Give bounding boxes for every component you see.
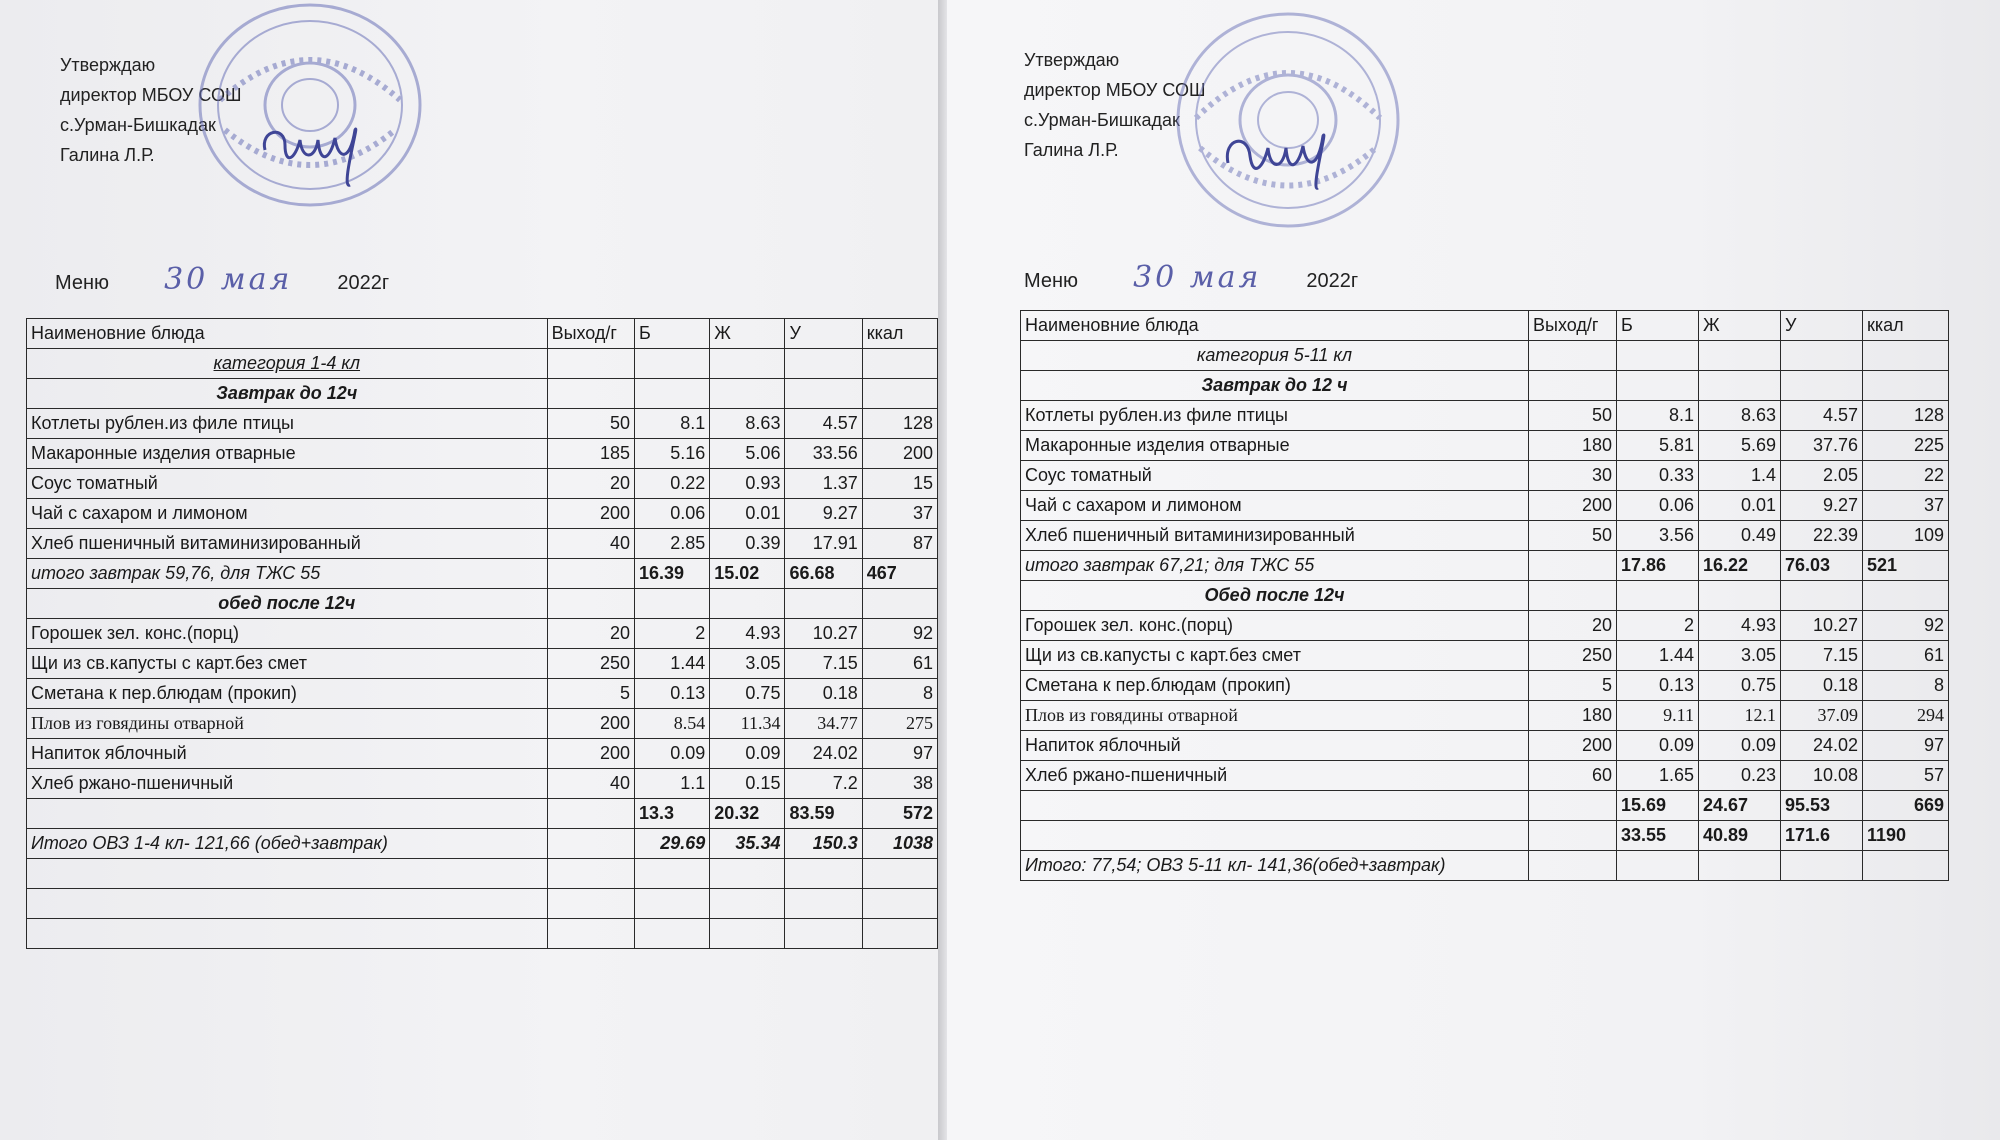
protein-cell: 5.81 [1617, 431, 1699, 461]
carb-cell: 24.02 [785, 739, 862, 769]
total-cell: 83.59 [785, 799, 862, 829]
portion-cell: 250 [1529, 641, 1617, 671]
dish-name: Чай с сахаром и лимоном [27, 499, 548, 529]
total-cell [1529, 791, 1617, 821]
kcal-cell: 294 [1863, 701, 1949, 731]
table-row [1021, 641, 1949, 671]
fat-cell: 11.34 [710, 709, 785, 739]
table-row [27, 529, 938, 559]
table-row [27, 709, 938, 739]
table-row [27, 679, 938, 709]
table-row [1021, 461, 1949, 491]
approval-line: Галина Л.Р. [1024, 140, 1119, 160]
total-cell: 15.02 [710, 559, 785, 589]
carb-cell: 7.15 [1781, 641, 1863, 671]
dish-name: Плов из говядины отварной [27, 709, 548, 739]
protein-cell: 1.1 [635, 769, 710, 799]
category-row [1021, 341, 1949, 371]
lunch-title: Обед после 12ч [1021, 581, 1529, 611]
header-cell: У [1781, 311, 1863, 341]
total-cell: 521 [1863, 551, 1949, 581]
fat-cell: 5.06 [710, 439, 785, 469]
breakfast-total-row [1021, 551, 1949, 581]
portion-cell: 30 [1529, 461, 1617, 491]
fat-cell: 0.49 [1699, 521, 1781, 551]
protein-cell: 8.54 [635, 709, 710, 739]
portion-cell: 5 [1529, 671, 1617, 701]
fat-cell: 0.75 [710, 679, 785, 709]
dish-name: Плов из говядины отварной [1021, 701, 1529, 731]
portion-cell: 60 [1529, 761, 1617, 791]
kcal-cell: 275 [862, 709, 937, 739]
protein-cell: 8.1 [1617, 401, 1699, 431]
total-cell [547, 559, 634, 589]
header-cell: Наименовние блюда [27, 319, 548, 349]
header-cell: Выход/г [547, 319, 634, 349]
portion-cell: 50 [1529, 521, 1617, 551]
fat-cell: 0.09 [1699, 731, 1781, 761]
protein-cell: 1.44 [635, 649, 710, 679]
protein-cell: 5.16 [635, 439, 710, 469]
carb-cell: 7.15 [785, 649, 862, 679]
header-cell: Выход/г [1529, 311, 1617, 341]
total-cell: 17.86 [1617, 551, 1699, 581]
protein-cell: 0.22 [635, 469, 710, 499]
header-cell: Наименовние блюда [1021, 311, 1529, 341]
dish-name: Напиток яблочный [27, 739, 548, 769]
section-row [27, 589, 938, 619]
header-cell: Б [1617, 311, 1699, 341]
carb-cell: 7.2 [785, 769, 862, 799]
carb-cell: 0.18 [785, 679, 862, 709]
total-cell [1529, 821, 1617, 851]
final-note-row [1021, 851, 1949, 881]
handwritten-date: 30 мая [164, 262, 293, 297]
carb-cell: 4.57 [785, 409, 862, 439]
portion-cell: 200 [1529, 491, 1617, 521]
kcal-cell: 128 [1863, 401, 1949, 431]
breakfast-total-row [27, 559, 938, 589]
header-cell: У [785, 319, 862, 349]
approval-line: Утверждаю [60, 55, 156, 75]
category-label: категория 1-4 кл [27, 349, 548, 379]
protein-cell: 3.56 [1617, 521, 1699, 551]
header-cell: Ж [710, 319, 785, 349]
page-fold [938, 0, 947, 1140]
fat-cell: 0.75 [1699, 671, 1781, 701]
table-row [1021, 671, 1949, 701]
fat-cell: 12.1 [1699, 701, 1781, 731]
grand-total-row [27, 829, 938, 859]
dish-name: Хлеб ржано-пшеничный [27, 769, 548, 799]
total-cell: 40.89 [1699, 821, 1781, 851]
kcal-cell: 22 [1863, 461, 1949, 491]
kcal-cell: 61 [1863, 641, 1949, 671]
fat-cell: 4.93 [1699, 611, 1781, 641]
kcal-cell: 97 [1863, 731, 1949, 761]
dish-name: Чай с сахаром и лимоном [1021, 491, 1529, 521]
total-cell: 66.68 [785, 559, 862, 589]
fat-cell: 0.09 [710, 739, 785, 769]
total-cell: 467 [862, 559, 937, 589]
section-row [1021, 371, 1949, 401]
section-row [1021, 581, 1949, 611]
portion-cell: 200 [547, 709, 634, 739]
dish-name: Макаронные изделия отварные [1021, 431, 1529, 461]
approval-line: Галина Л.Р. [60, 145, 155, 165]
carb-cell: 4.57 [1781, 401, 1863, 431]
table-row [27, 439, 938, 469]
section-row [27, 379, 938, 409]
breakfast-title: Завтрак до 12ч [27, 379, 548, 409]
carb-cell: 22.39 [1781, 521, 1863, 551]
carb-cell: 9.27 [785, 499, 862, 529]
kcal-cell: 200 [862, 439, 937, 469]
table-row [27, 649, 938, 679]
table-row [1021, 701, 1949, 731]
category-row [27, 349, 938, 379]
right-menu-table [1020, 310, 1949, 881]
kcal-cell: 8 [1863, 671, 1949, 701]
dish-name: Щи из св.капусты с карт.без смет [27, 649, 548, 679]
protein-cell: 0.13 [1617, 671, 1699, 701]
total-label [1021, 821, 1529, 851]
total-cell: 1038 [862, 829, 937, 859]
menu-year: 2022г [1306, 270, 1359, 292]
dish-name: Сметана к пер.блюдам (прокип) [27, 679, 548, 709]
fat-cell: 1.4 [1699, 461, 1781, 491]
approval-line: с.Урман-Бишкадак [1024, 110, 1180, 130]
carb-cell: 17.91 [785, 529, 862, 559]
approval-line: директор МБОУ СОШ [60, 85, 242, 105]
table-row [1021, 521, 1949, 551]
kcal-cell: 97 [862, 739, 937, 769]
table-row [1021, 401, 1949, 431]
table-row [27, 409, 938, 439]
dish-name: Котлеты рублен.из филе птицы [27, 409, 548, 439]
carb-cell: 10.27 [1781, 611, 1863, 641]
approval-line: директор МБОУ СОШ [1024, 80, 1206, 100]
breakfast-title: Завтрак до 12 ч [1021, 371, 1529, 401]
portion-cell: 20 [1529, 611, 1617, 641]
total-label: итого завтрак 59,76, для ТЖС 55 [27, 559, 548, 589]
protein-cell: 0.06 [1617, 491, 1699, 521]
total-cell: 171.6 [1781, 821, 1863, 851]
lunch-title: обед после 12ч [27, 589, 548, 619]
table-row [27, 739, 938, 769]
portion-cell: 5 [547, 679, 634, 709]
empty-row [27, 859, 938, 889]
category-label: категория 5-11 кл [1021, 341, 1529, 371]
portion-cell: 200 [547, 499, 634, 529]
total-cell: 24.67 [1699, 791, 1781, 821]
fat-cell: 0.39 [710, 529, 785, 559]
dish-name: Соус томатный [27, 469, 548, 499]
total-cell [547, 829, 634, 859]
header-cell: Б [635, 319, 710, 349]
kcal-cell: 38 [862, 769, 937, 799]
table-row [27, 619, 938, 649]
protein-cell: 0.09 [1617, 731, 1699, 761]
protein-cell: 0.13 [635, 679, 710, 709]
total-cell: 1190 [1863, 821, 1949, 851]
dish-name: Соус томатный [1021, 461, 1529, 491]
total-cell [547, 799, 634, 829]
table-row [27, 499, 938, 529]
total-cell: 572 [862, 799, 937, 829]
table-row [1021, 731, 1949, 761]
total-cell [1529, 551, 1617, 581]
fat-cell: 0.93 [710, 469, 785, 499]
protein-cell: 2 [635, 619, 710, 649]
school-seal-stamp [1168, 8, 1408, 238]
protein-cell: 1.65 [1617, 761, 1699, 791]
carb-cell: 10.08 [1781, 761, 1863, 791]
total-cell: 16.39 [635, 559, 710, 589]
kcal-cell: 92 [862, 619, 937, 649]
left-menu-date-line [55, 262, 389, 297]
portion-cell: 40 [547, 769, 634, 799]
fat-cell: 4.93 [710, 619, 785, 649]
grand-total-row [1021, 821, 1949, 851]
lunch-total-row [27, 799, 938, 829]
kcal-cell: 37 [1863, 491, 1949, 521]
carb-cell: 1.37 [785, 469, 862, 499]
dish-name: Напиток яблочный [1021, 731, 1529, 761]
menu-label: Меню [1024, 270, 1079, 292]
total-cell: 29.69 [635, 829, 710, 859]
protein-cell: 2 [1617, 611, 1699, 641]
kcal-cell: 37 [862, 499, 937, 529]
portion-cell: 200 [1529, 731, 1617, 761]
header-cell: Ж [1699, 311, 1781, 341]
portion-cell: 20 [547, 469, 634, 499]
left-menu-table [26, 318, 938, 949]
header-cell: ккал [1863, 311, 1949, 341]
empty-row [27, 889, 938, 919]
dish-name: Сметана к пер.блюдам (прокип) [1021, 671, 1529, 701]
total-label: итого завтрак 67,21; для ТЖС 55 [1021, 551, 1529, 581]
kcal-cell: 128 [862, 409, 937, 439]
lunch-total-row [1021, 791, 1949, 821]
carb-cell: 37.76 [1781, 431, 1863, 461]
protein-cell: 1.44 [1617, 641, 1699, 671]
total-cell: 20.32 [710, 799, 785, 829]
total-cell: 669 [1863, 791, 1949, 821]
approval-line: Утверждаю [1024, 50, 1120, 70]
dish-name: Макаронные изделия отварные [27, 439, 548, 469]
carb-cell: 24.02 [1781, 731, 1863, 761]
total-cell: 150.3 [785, 829, 862, 859]
protein-cell: 0.33 [1617, 461, 1699, 491]
fat-cell: 3.05 [1699, 641, 1781, 671]
dish-name: Хлеб пшеничный витаминизированный [27, 529, 548, 559]
empty-row [27, 919, 938, 949]
protein-cell: 9.11 [1617, 701, 1699, 731]
total-cell: 33.55 [1617, 821, 1699, 851]
fat-cell: 8.63 [1699, 401, 1781, 431]
dish-name: Хлеб ржано-пшеничный [1021, 761, 1529, 791]
kcal-cell: 225 [1863, 431, 1949, 461]
carb-cell: 10.27 [785, 619, 862, 649]
portion-cell: 180 [1529, 701, 1617, 731]
total-cell: 76.03 [1781, 551, 1863, 581]
portion-cell: 200 [547, 739, 634, 769]
table-row [27, 769, 938, 799]
table-row [27, 469, 938, 499]
approval-line: с.Урман-Бишкадак [60, 115, 216, 135]
dish-name: Щи из св.капусты с карт.без смет [1021, 641, 1529, 671]
portion-cell: 180 [1529, 431, 1617, 461]
table-row [1021, 491, 1949, 521]
total-cell: 15.69 [1617, 791, 1699, 821]
table-row [1021, 611, 1949, 641]
table-header-row [27, 319, 938, 349]
kcal-cell: 109 [1863, 521, 1949, 551]
handwritten-date: 30 мая [1133, 260, 1262, 295]
carb-cell: 0.18 [1781, 671, 1863, 701]
kcal-cell: 8 [862, 679, 937, 709]
portion-cell: 185 [547, 439, 634, 469]
carb-cell: 9.27 [1781, 491, 1863, 521]
carb-cell: 34.77 [785, 709, 862, 739]
total-label [1021, 791, 1529, 821]
total-cell: 95.53 [1781, 791, 1863, 821]
protein-cell: 0.09 [635, 739, 710, 769]
menu-year: 2022г [337, 272, 390, 294]
fat-cell: 0.23 [1699, 761, 1781, 791]
fat-cell: 8.63 [710, 409, 785, 439]
carb-cell: 33.56 [785, 439, 862, 469]
table-row [1021, 431, 1949, 461]
total-label: Итого ОВЗ 1-4 кл- 121,66 (обед+завтрак) [27, 829, 548, 859]
table-header-row [1021, 311, 1949, 341]
total-label [27, 799, 548, 829]
school-seal-stamp [190, 0, 430, 215]
fat-cell: 5.69 [1699, 431, 1781, 461]
dish-name: Горошек зел. конс.(порц) [1021, 611, 1529, 641]
header-cell: ккал [862, 319, 937, 349]
fat-cell: 0.01 [1699, 491, 1781, 521]
kcal-cell: 87 [862, 529, 937, 559]
total-cell: 35.34 [710, 829, 785, 859]
total-cell: 13.3 [635, 799, 710, 829]
kcal-cell: 15 [862, 469, 937, 499]
right-menu-date-line [1024, 260, 1358, 295]
total-cell: 16.22 [1699, 551, 1781, 581]
fat-cell: 0.15 [710, 769, 785, 799]
carb-cell: 37.09 [1781, 701, 1863, 731]
protein-cell: 0.06 [635, 499, 710, 529]
protein-cell: 8.1 [635, 409, 710, 439]
fat-cell: 3.05 [710, 649, 785, 679]
portion-cell: 50 [547, 409, 634, 439]
portion-cell: 40 [547, 529, 634, 559]
fat-cell: 0.01 [710, 499, 785, 529]
dish-name: Хлеб пшеничный витаминизированный [1021, 521, 1529, 551]
portion-cell: 250 [547, 649, 634, 679]
kcal-cell: 57 [1863, 761, 1949, 791]
protein-cell: 2.85 [635, 529, 710, 559]
table-row [1021, 761, 1949, 791]
final-total-note: Итого: 77,54; ОВЗ 5-11 кл- 141,36(обед+завтрак) [1021, 851, 1529, 881]
kcal-cell: 92 [1863, 611, 1949, 641]
dish-name: Горошек зел. конс.(порц) [27, 619, 548, 649]
carb-cell: 2.05 [1781, 461, 1863, 491]
kcal-cell: 61 [862, 649, 937, 679]
menu-label: Меню [55, 272, 110, 294]
dish-name: Котлеты рублен.из филе птицы [1021, 401, 1529, 431]
portion-cell: 50 [1529, 401, 1617, 431]
portion-cell: 20 [547, 619, 634, 649]
